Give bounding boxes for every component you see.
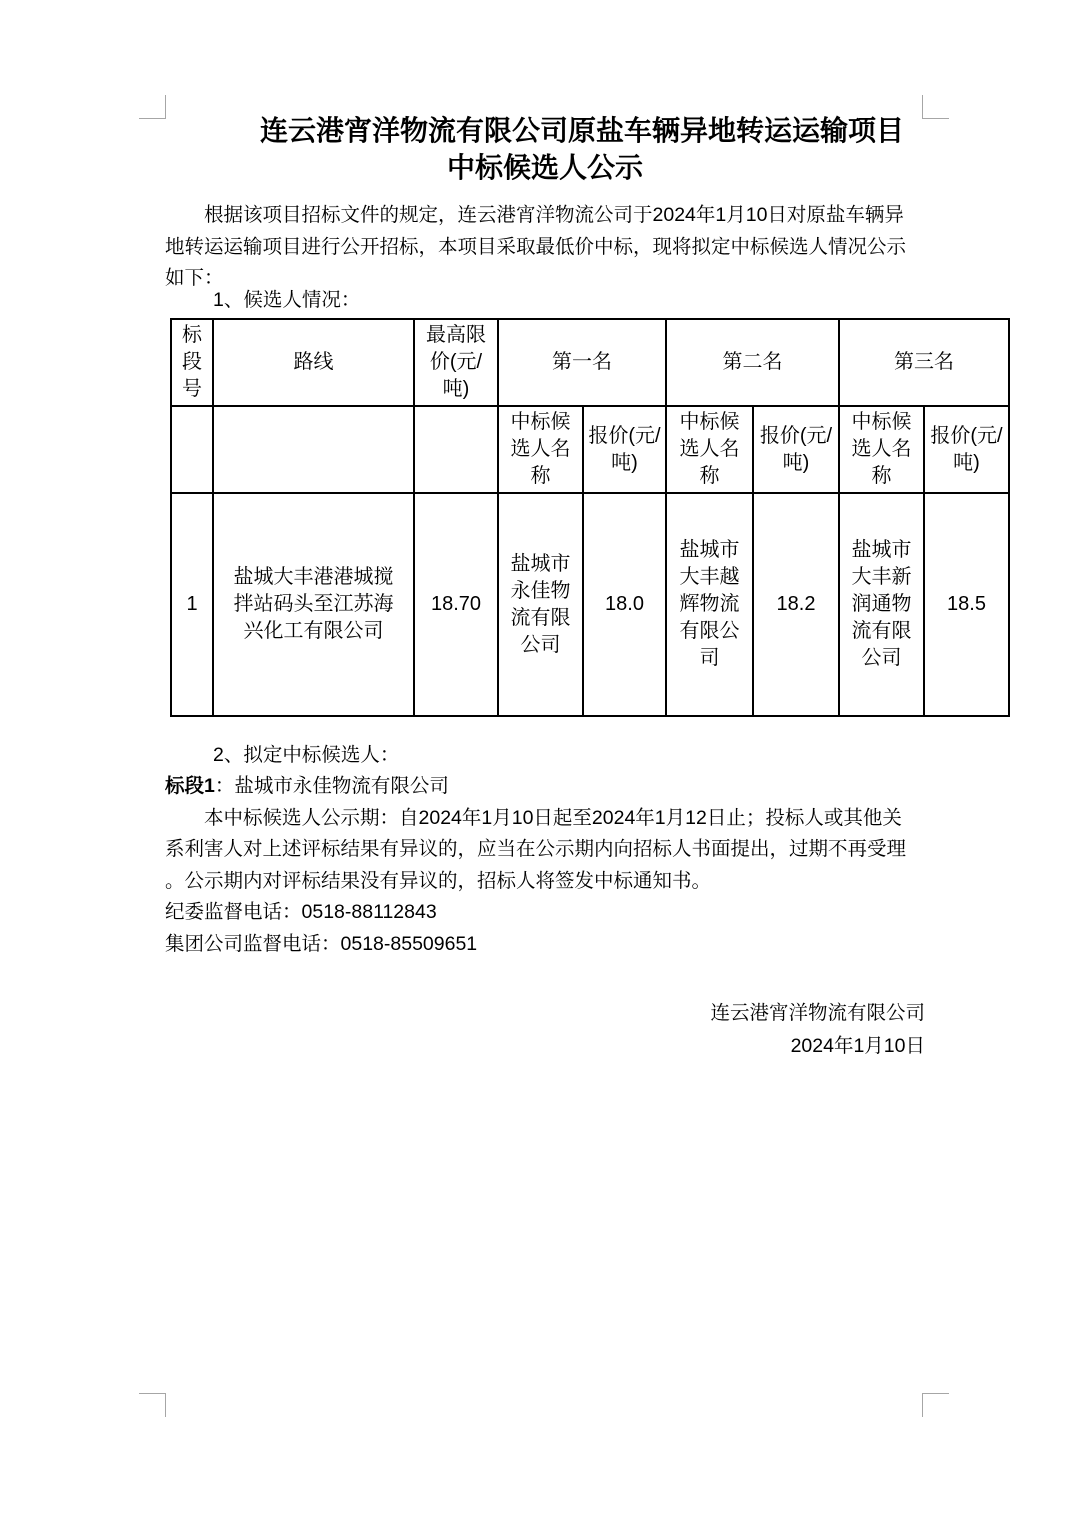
document-title (165, 112, 925, 186)
section1-heading: 1、候选人情况： (213, 289, 361, 311)
header-max-price: 最高限价(元/吨) (414, 319, 498, 406)
cell-max-price: 18.70 (414, 493, 498, 716)
intro-paragraph (165, 200, 930, 295)
cell-rank1-price: 18.0 (583, 493, 666, 716)
group-phone-line: 集团公司监督电话：0518-85509651 (165, 932, 478, 955)
notice-line-3: 。公示期内对评标结果没有异议的，招标人将签发中标通知书。 (165, 869, 712, 892)
margin-crop-mark-bottom-right (922, 1393, 949, 1417)
intro-line-3: 如下： (165, 267, 224, 289)
winner-line (165, 771, 930, 803)
section2-body (165, 771, 930, 960)
header-rank1-price: 报价(元/吨) (583, 406, 666, 493)
document-title-line-2: 中标候选人公示 (446, 152, 643, 183)
header-route: 路线 (213, 319, 414, 406)
header-rank2-price: 报价(元/吨) (753, 406, 839, 493)
section2-heading: 2、拟定中标候选人： (213, 744, 400, 766)
header-empty-cell (213, 406, 414, 493)
table-header-row-2 (171, 406, 1009, 493)
cell-rank2-candidate: 盐城市大丰越辉物流有限公司 (666, 493, 753, 716)
header-rank2-candidate: 中标候选人名称 (666, 406, 753, 493)
header-bid-section: 标段号 (171, 319, 213, 406)
margin-crop-mark-top-left (139, 95, 166, 119)
notice-line-2: 系利害人对上述评标结果有异议的，应当在公示期内向招标人书面提出，过期不再受理 (165, 838, 907, 860)
table-header-row-1 (171, 319, 1009, 406)
header-rank3-candidate: 中标候选人名称 (839, 406, 924, 493)
margin-crop-mark-top-right (922, 95, 949, 119)
margin-crop-mark-bottom-left (139, 1393, 166, 1417)
header-rank3: 第三名 (839, 319, 1009, 406)
header-rank2: 第二名 (666, 319, 839, 406)
header-empty-cell (171, 406, 213, 493)
header-rank1-candidate: 中标候选人名称 (498, 406, 583, 493)
header-rank3-price: 报价(元/吨) (924, 406, 1009, 493)
cell-bid-section: 1 (171, 493, 213, 716)
signature-block (710, 997, 925, 1063)
table-row (171, 493, 1009, 716)
winner-name: ：盐城市永佳物流有限公司 (214, 775, 449, 797)
candidates-table (170, 318, 1010, 717)
cell-rank2-price: 18.2 (753, 493, 839, 716)
cell-rank3-candidate: 盐城市大丰新润通物流有限公司 (839, 493, 924, 716)
document-title-line-1: 连云港宵洋物流有限公司原盐车辆异地转运运输项目 (259, 115, 904, 146)
intro-line-1: 根据该项目招标文件的规定，连云港宵洋物流公司于2024年1月10日对原盐车辆异 (204, 204, 904, 226)
cell-route: 盐城大丰港港城搅拌站码头至江苏海兴化工有限公司 (213, 493, 414, 716)
winner-label: 标段1 (165, 775, 215, 797)
notice-line-1: 本中标候选人公示期：自2024年1月10日起至2024年1月12日止；投标人或其他关 (204, 806, 902, 829)
signature-date: 2024年1月10日 (790, 1035, 925, 1057)
header-empty-cell (414, 406, 498, 493)
signature-company: 连云港宵洋物流有限公司 (710, 1002, 925, 1024)
cell-rank1-candidate: 盐城市永佳物流有限公司 (498, 493, 583, 716)
intro-line-2: 地转运运输项目进行公开招标，本项目采取最低价中标，现将拟定中标候选人情况公示 (165, 235, 907, 258)
cell-rank3-price: 18.5 (924, 493, 1009, 716)
header-rank1: 第一名 (498, 319, 666, 406)
discipline-phone-line: 纪委监督电话：0518-88112843 (165, 901, 437, 923)
